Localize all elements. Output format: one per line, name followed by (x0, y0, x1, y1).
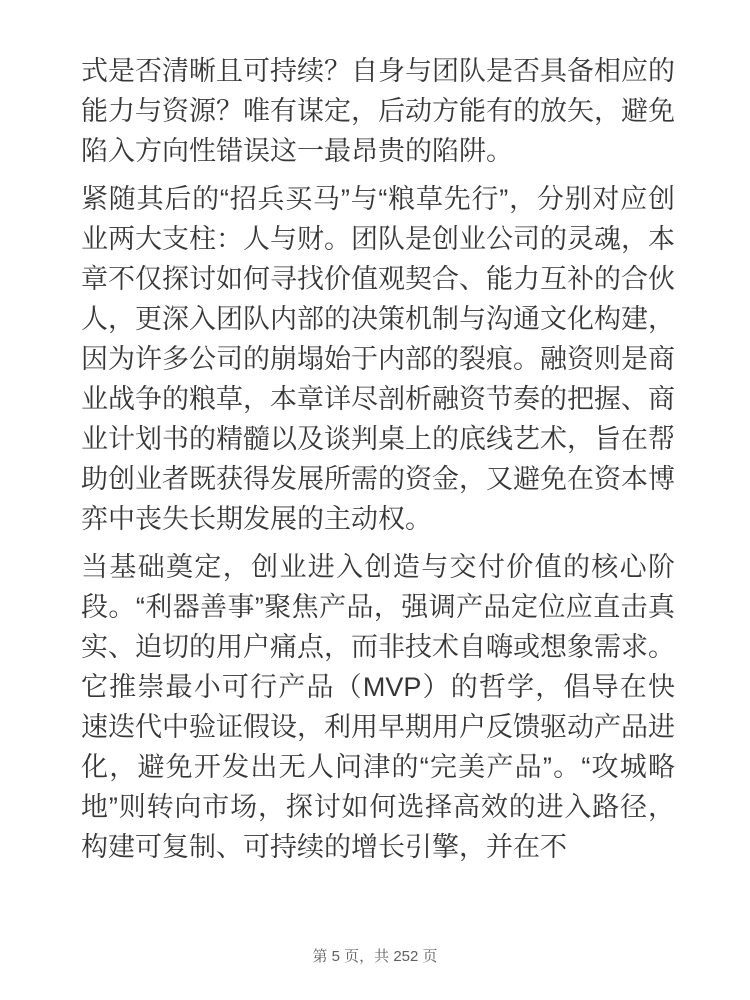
body-paragraph: 当基础奠定，创业进入创造与交付价值的核心阶段。“利器善事”聚焦产品，强调产品定位应直击真实、迫切的用户痛点，而非技术自嗨或想象需求。它推崇最小可行产品（MVP）的哲学，倡导在快速迭代中验证假设，利用早期用户反馈驱动产品进化，避免开发出无人问津的“完美产品”。“攻城略地”则转向市场，探讨如何选择高效的进入路径，构建可复制、可持续的增长引擎，并在不 (81, 552, 675, 862)
body-paragraph: 紧随其后的“招兵买马”与“粮草先行”，分别对应创业两大支柱：人与财。团队是创业公司的灵魂，本章不仅探讨如何寻找价值观契合、能力互补的合伙人，更深入团队内部的决策机制与沟通文化构建，因为许多公司的崩塌始于内部的裂痕。融资则是商业战争的粮草，本章详尽剖析融资节奏的把握、商业计划书的精髓以及谈判桌上的底线艺术，旨在帮助创业者既获得发展所需的资金，又避免在资本博弈中丧失长期发展的主动权。 (81, 184, 675, 534)
page-content (81, 51, 675, 875)
page-number-footer: 第 5 页，共 252 页 (312, 948, 438, 965)
body-paragraph: 式是否清晰且可持续？自身与团队是否具备相应的能力与资源？唯有谋定，后动方能有的放矢，避免陷入方向性错误这一最昂贵的陷阱。 (81, 56, 675, 166)
